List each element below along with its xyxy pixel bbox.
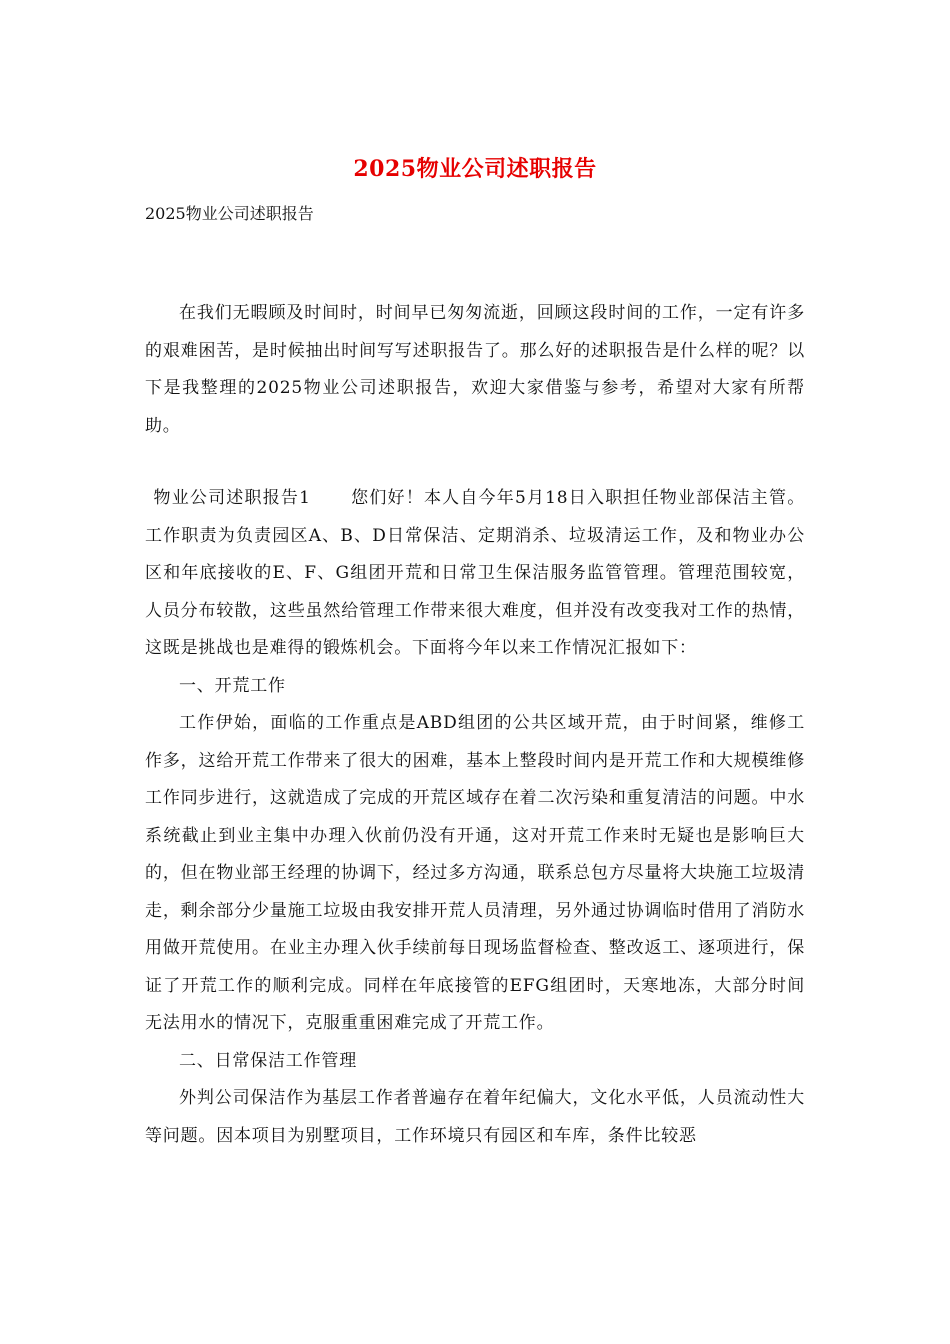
report-section: [145, 480, 805, 1155]
document-title: 2025物业公司述职报告: [353, 156, 597, 182]
document-subtitle: 2025物业公司述职报告: [145, 204, 314, 223]
section-1-heading: 一、开荒工作: [179, 675, 286, 696]
intro-section: [145, 295, 805, 445]
report-opening-paragraph: [145, 480, 805, 668]
section-2-heading: 二、日常保洁工作管理: [179, 1050, 357, 1071]
intro-paragraph: 在我们无暇顾及时间时，时间早已匆匆流逝，回顾这段时间的工作，一定有许多的艰难困苦，是时候抽出时间写写述职报告了。那么好的述职报告是什么样的呢？以下是我整理的2025物业公司述职报告，欢迎大家借鉴与参考，希望对大家有所帮助。: [145, 303, 805, 436]
report-heading: 物业公司述职报告1: [153, 488, 311, 508]
report-opening-text: 您们好！本人自今年5月18日入职担任物业部保洁主管。工作职责为负责园区A、B、D日常保洁、定期消杀、垃圾清运工作，及和物业办公区和年底接收的E、F、G组团开荒和日常卫生保洁服务监管管理。管理范围较宽，人员分布较散，这些虽然给管理工作带来很大难度，但并没有改变我对工作的热情，这既是挑战也是难得的锻炼机会。下面将今年以来工作情况汇报如下：: [145, 488, 806, 658]
section-2-paragraph: 外判公司保洁作为基层工作者普遍存在着年纪偏大，文化水平低，人员流动性大等问题。因本项目为别墅项目，工作环境只有园区和车库，条件比较恶: [145, 1088, 805, 1146]
section-1-paragraph: 工作伊始，面临的工作重点是ABD组团的公共区域开荒，由于时间紧，维修工作多，这给开荒工作带来了很大的困难，基本上整段时间内是开荒工作和大规模维修工作同步进行，这就造成了完成的开荒区域存在着二次污染和重复清洁的问题。中水系统截止到业主集中办理入伙前仍没有开通，这对开荒工作来时无疑也是影响巨大的，但在物业部王经理的协调下，经过多方沟通，联系总包方尽量将大块施工垃圾清走，剩余部分少量施工垃圾由我安排开荒人员清理，另外通过协调临时借用了消防水用做开荒使用。在业主办理入伙手续前每日现场监督检查、整改返工、逐项进行，保证了开荒工作的顺利完成。同样在年底接管的EFG组团时，天寒地冻，大部分时间无法用水的情况下，克服重重困难完成了开荒工作。: [145, 713, 805, 1033]
